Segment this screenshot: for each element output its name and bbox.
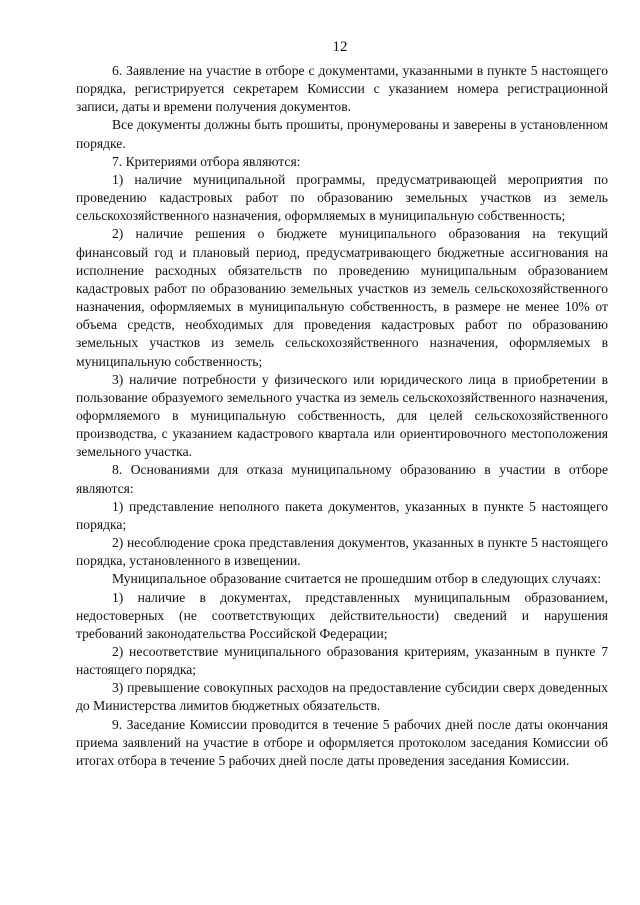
refusal-ground-2-deadline-violation: 2) несоблюдение срока представления документов, указанных в пункте 5 настоящего порядка, установленного в извещении. (76, 535, 608, 569)
paragraph-7-selection-criteria: 7. Критериями отбора являются: (112, 153, 301, 169)
paragraph-8-refusal-grounds: 8. Основаниями для отказа муниципальному образованию в участии в отборе являются: (76, 462, 608, 496)
not-passed-case-3-limit-exceeded: 3) превышение совокупных расходов на предоставление субсидии сверх доведенных до Министерства лимитов бюджетных обязательств. (76, 680, 608, 714)
document-body (76, 62, 608, 770)
paragraph-6-application-registration: 6. Заявление на участие в отборе с документами, указанными в пункте 5 настоящего порядка, регистрируется секретарем Комиссии с указанием номера регистрационной записи, даты и времени получения документов. (76, 63, 608, 115)
page-number: 12 (332, 39, 348, 55)
criterion-1-municipal-program: 1) наличие муниципальной программы, предусматривающей мероприятия по проведению кадастровых работ по образованию земельных участков из земель сельскохозяйственного назначения, оформляемых в муниципальную собственность; (76, 171, 608, 224)
not-passed-case-2-criteria-mismatch: 2) несоответствие муниципального образования критериям, указанным в пункте 7 настоящего порядка; (76, 644, 608, 678)
paragraph-documents-binding: Все документы должны быть прошиты, пронумерованы и заверены в установленном порядке. (76, 117, 608, 151)
criterion-3-land-demand: 3) наличие потребности у физического или юридического лица в приобретении в пользование образуемого земельного участка из земель сельскохозяйственного назначения, оформляемого в муниципальную собственность, для целей сельскохозяйственного производства, с указанием кадастрового квартала или ориентировочного местоположения земельного участка. (76, 371, 608, 460)
refusal-ground-1-incomplete-package: 1) представление неполного пакета документов, указанных в пункте 5 настоящего порядка; (76, 498, 608, 532)
criterion-2-budget-decision: 2) наличие решения о бюджете муниципального образования на текущий финансовый год и плановый период, предусматривающего бюджетные ассигнования на исполнение расходных обязательств по проведению муниципальным образованием кадастровых работ по образованию земельных участков из земель сельскохозяйственного назначения, оформляемых в муниципальную собственность, в размере не менее 10% от объема средств, необходимых для проведения кадастровых работ по образованию земельных участков из земель сельскохозяйственного назначения, оформляемых в муниципальную собственность; (76, 226, 608, 369)
paragraph-not-passed-selection: Муниципальное образование считается не прошедшим отбор в следующих случаях: (112, 571, 602, 587)
paragraph-9-commission-meeting: 9. Заседание Комиссии проводится в течение 5 рабочих дней после даты окончания приема заявлений на участие в отборе и оформляется протоколом заседания Комиссии об итогах отбора в течение 5 рабочих дней после даты проведения заседания Комиссии. (76, 716, 608, 768)
not-passed-case-1-false-information: 1) наличие в документах, представленных муниципальным образованием, недостоверных (не соответствующих действительности) сведений и нарушения требований законодательства Российской Федерации; (76, 589, 608, 641)
